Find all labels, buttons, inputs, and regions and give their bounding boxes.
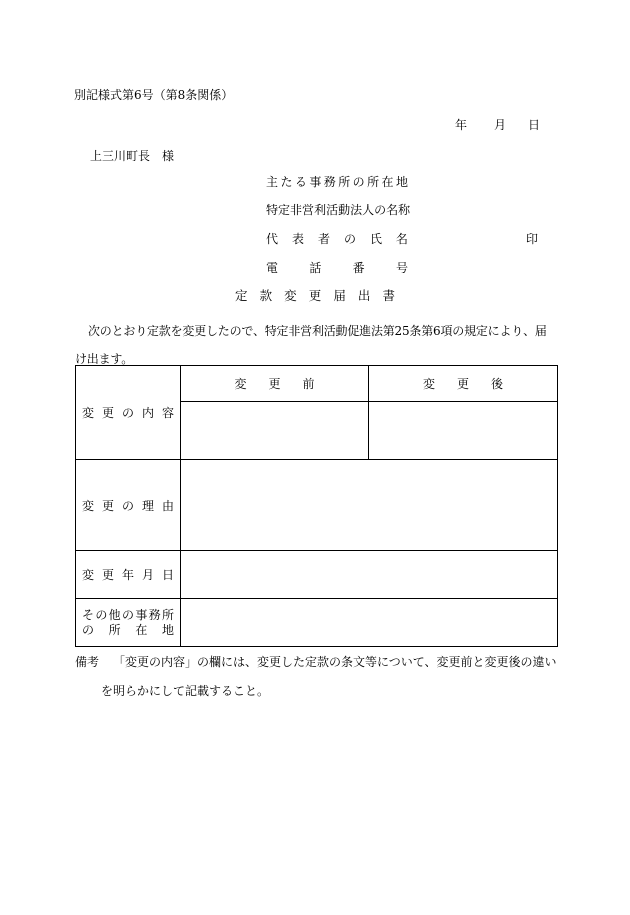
representative-label: 代 表 者 の 氏 名	[266, 232, 408, 246]
date-year-label: 年	[455, 118, 468, 132]
body-text: 次のとおり定款を変更したので、特定非営利活動促進法第25条第6項の規定により、届け出ます。	[75, 324, 547, 366]
document-title: 定 款 変 更 届 出 書	[235, 288, 395, 303]
cell-date[interactable]	[181, 551, 558, 599]
row-label-content-text: 変 更 の 内 容	[82, 406, 174, 420]
row-label-date	[76, 551, 181, 599]
phone-label: 電 話 番 号	[266, 261, 408, 275]
col-header-after-text: 変 更 後	[423, 377, 503, 391]
cell-after[interactable]	[369, 402, 558, 460]
remarks-line2: を明らかにして記載すること。	[101, 684, 270, 698]
org-name-label: 特 定 非 営 利 活 動 法 人 の 名 称	[266, 203, 411, 217]
form-reference: 別記様式第6号（第8条関係）	[74, 88, 234, 102]
date-day-label: 日	[528, 118, 541, 132]
seal-mark: 印	[526, 232, 539, 246]
addressee: 上三川町長 様	[90, 149, 175, 163]
row-label-other-office-line1: そ の 他 の 事 務 所	[82, 607, 174, 622]
row-label-content	[76, 366, 181, 460]
remarks-text-1: 「変更の内容」の欄には、変更した定款の条文等について、変更前と変更後の違い	[113, 655, 557, 669]
remarks-label: 備考	[75, 655, 100, 669]
row-label-date-text: 変 更 年 月 日	[82, 568, 174, 582]
col-header-after	[369, 366, 558, 402]
change-table	[75, 365, 558, 647]
date-month-label: 月	[494, 118, 507, 132]
cell-other-office[interactable]	[181, 599, 558, 647]
row-label-other-office	[76, 599, 181, 647]
remarks-line1	[75, 656, 557, 668]
cell-before[interactable]	[181, 402, 369, 460]
row-label-reason-text: 変 更 の 理 由	[82, 498, 174, 513]
col-header-before-text: 変 更 前	[234, 377, 315, 391]
row-label-other-office-line2: の 所 在 地	[82, 622, 174, 637]
col-header-before	[181, 366, 369, 402]
row-label-reason	[76, 460, 181, 551]
cell-reason[interactable]	[181, 460, 558, 551]
office-location-label: 主 た る 事 務 所 の 所 在 地	[266, 175, 408, 189]
